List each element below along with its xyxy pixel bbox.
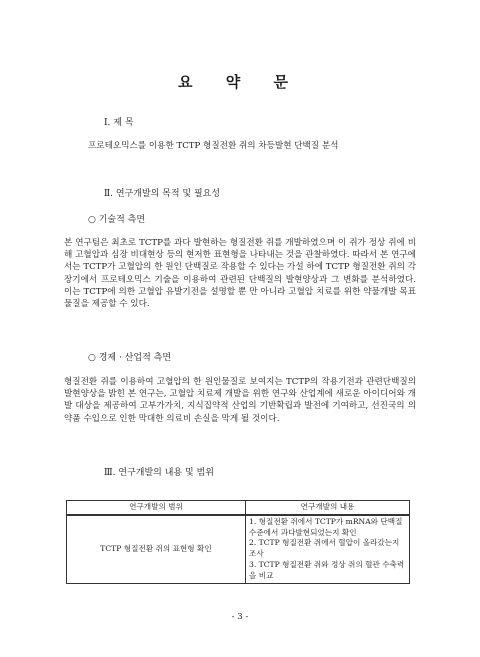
section3-heading: Ⅲ. 연구개발의 내용 및 범위 (104, 468, 214, 478)
scope-column-header: 연구개발의 범위 (67, 501, 246, 515)
table-row (67, 515, 410, 583)
summary-title: 요 약 문 (178, 73, 302, 91)
section1-heading: Ⅰ. 제 목 (104, 118, 134, 128)
content-item: 3. TCTP 형질전환 쥐와 정상 쥐의 혈관 수축력을 비교 (249, 559, 405, 580)
technical-aspect-paragraph: 본 연구팀은 최초로 TCTP를 과다 발현하는 형질전환 쥐를 개발하였으며 이 쥐가 정상 쥐에 비해 고혈압과 심장 비대현상 등의 현저한 표현형을 나타내는 것을 관찰하였다. 따라서 본 연구에서는 TCTP가 고혈압의 한 원인 단백질로 작용할 수 있다는 가설 하에 TCTP 형질전환 쥐의 각 장기에서 프로테오믹스 기술을 이용하여 관련된 단백질의 발현양상과 그 변화를 분석하였다. 이는 TCTP에 의한 고혈압 유발기전을 설명할 뿐 만 아니라 고혈압 치료를 위한 약물개발 목표물질을 제공할 수 있다. (64, 238, 416, 310)
research-title: 프로테오믹스를 이용한 TCTP 형질전환 쥐의 차등발현 단백질 분석 (88, 141, 339, 151)
table-header-row (67, 501, 410, 515)
section2-heading: Ⅱ. 연구개발의 목적 및 필요성 (104, 189, 221, 199)
scope-cell: TCTP 형질전환 쥐의 표현형 확인 (67, 515, 246, 583)
technical-aspect-heading: ○ 기술적 측면 (88, 215, 146, 225)
economic-aspect-heading: ○ 경제 · 산업적 측면 (88, 353, 172, 363)
content-item: 1. 형질전환 쥐에서 TCTP가 mRNA와 단백질 수준에서 과다발현되었는지 확인 (249, 516, 403, 537)
content-item: 2. TCTP 형질전환 쥐에서 혈압이 올라갔는지 조사 (249, 538, 400, 559)
research-scope-table (66, 500, 410, 584)
content-cell (246, 515, 410, 583)
economic-aspect-paragraph: 형질전환 쥐를 이용하여 고혈압의 한 원인물질로 보여지는 TCTP의 작용기전과 관련단백질의 발현양상을 밝힌 본 연구는, 고혈압 치료제 개발을 위한 연구와 산업계에 새로운 아이디어와 개발 대상을 제공하여 고부가가치, 지식집약적 산업의 기반확립과 발전에 기여하고, 선진국의 의약품 수입으로 인한 막대한 의료비 손실을 막게 될 것이다. (64, 377, 416, 424)
content-column-header: 연구개발의 내용 (246, 501, 410, 515)
page-number: - 3 - (231, 612, 249, 622)
